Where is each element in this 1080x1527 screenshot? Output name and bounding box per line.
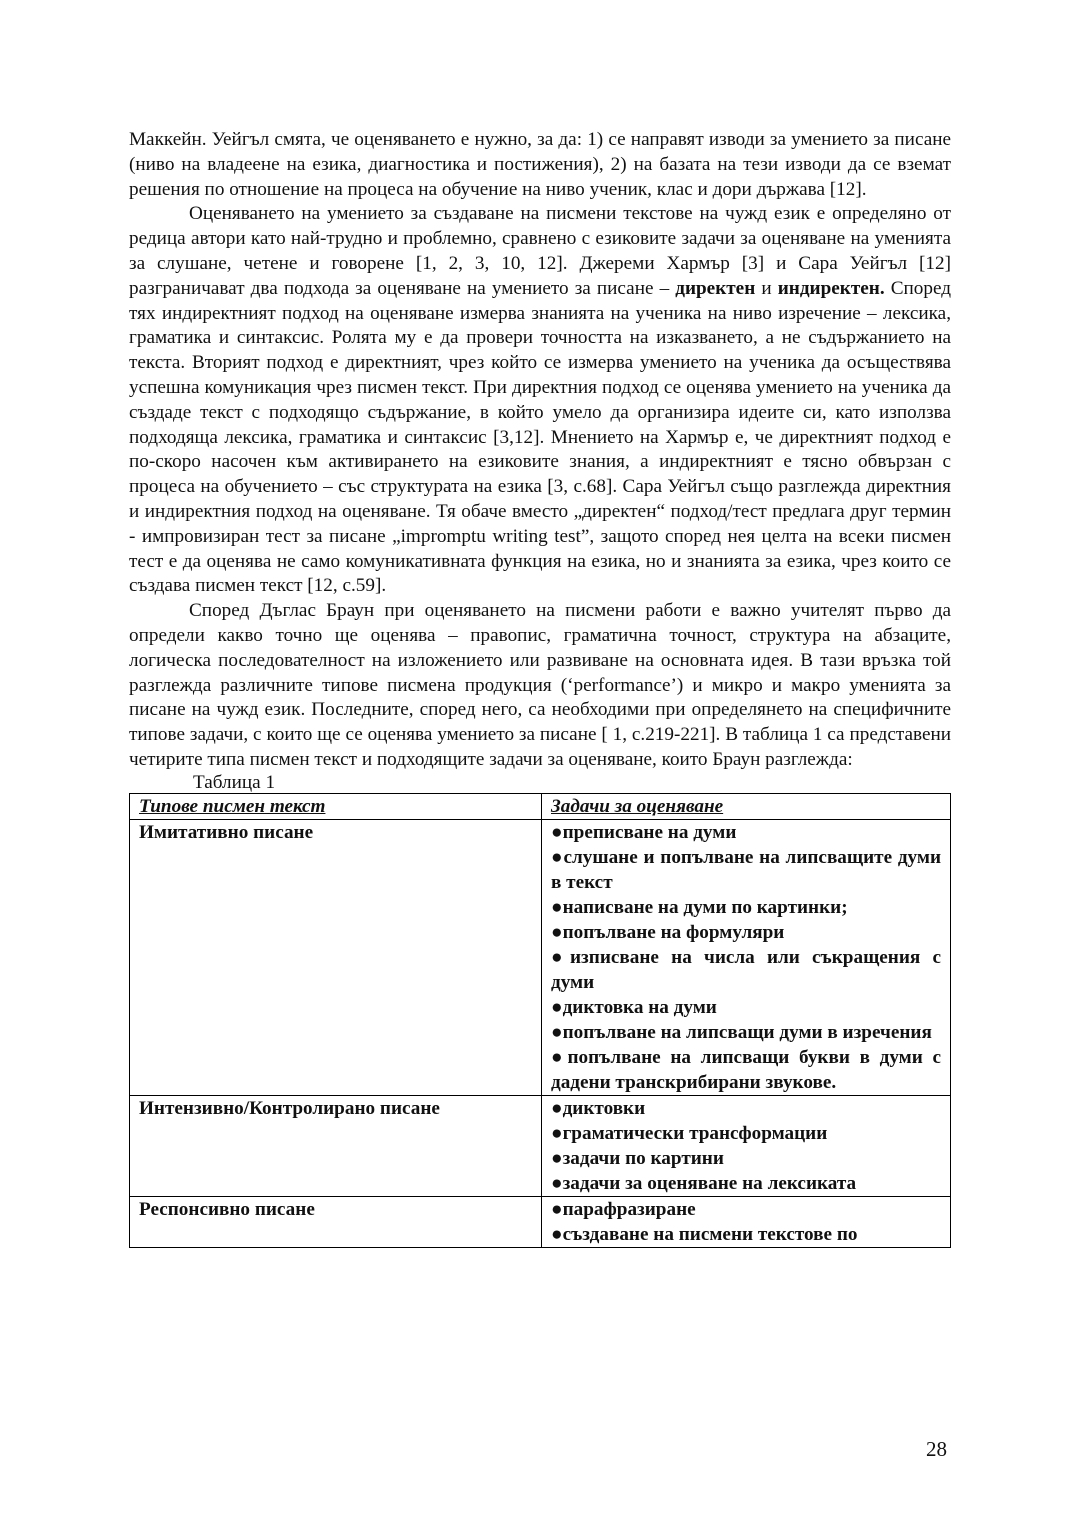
row-tasks-imitative bbox=[542, 819, 951, 1095]
task-item: ●задачи по картини bbox=[551, 1147, 724, 1169]
paragraph-1: Маккейн. Уейгъл смята, че оценяването е нужно, за да: 1) се направят изводи за умението за писане (ниво на владеене на езика, диагностика и постижения), 2) на базата на тези изводи да се вземат решения по отношение на процеса на обучение на ниво ученик, клас и дори държава [12]. bbox=[129, 129, 951, 200]
header-text-types: Типове писмен текст bbox=[130, 793, 542, 819]
task-item: ●парафразиране bbox=[551, 1198, 696, 1220]
paragraph-3: Според Дъглас Браун при оценяването на писмени работи е важно учителят първо да определи какво точно ще оценява – правопис, граматична точност, структура на абзаците, логическа последователност на изложението или развиване на основната идея. В тази връзка той разглежда различните типове писмена продукция (‘performance’) и микро и макро уменията за писане на чужд език. Последните, според него, са необходими при определянето на специфичните типове задачи, с които ще се оценява умението за писане [ 1, с.219-221]. В таблица 1 са представени четирите типа писмен текст и подходящите задачи за оценяване, които Браун разглежда: bbox=[129, 600, 951, 770]
header-assessment-tasks: Задачи за оценяване bbox=[542, 793, 951, 819]
paragraph-2-part-1: Оценяването на умението за създаване на писмени текстове на чужд език е определяно от редица автори като най-трудно и проблемно, сравнено с езиковите задачи за оценяване на уменията за слушане, четене и говорене [1, 2, 3, 10, 12]. Джереми Хармър [3] и Сара Уейгъл [12] разграничават два подхода за оценяване на умението за писане – bbox=[129, 203, 951, 299]
writing-types-table bbox=[129, 793, 951, 1248]
page-content bbox=[129, 128, 951, 1248]
task-item: ●попълване на липсващи букви в думи с дадени транскрибирани звукове. bbox=[551, 1046, 941, 1093]
row-tasks-responsive bbox=[542, 1196, 951, 1247]
term-indirect: индиректен. bbox=[777, 277, 885, 299]
row-tasks-intensive bbox=[542, 1095, 951, 1196]
task-item: ●слушане и попълване на липсващите думи в текст bbox=[551, 846, 941, 893]
row-type-intensive: Интензивно/Контролирано писане bbox=[130, 1095, 542, 1196]
task-item: ●написване на думи по картинки; bbox=[551, 896, 848, 918]
table-row bbox=[130, 1196, 951, 1247]
paragraph-2-and: и bbox=[755, 277, 778, 299]
paragraph-2-part-2: Според тях индиректният подход на оценяване измерва знанията на ученика на ниво изречение – лексика, граматика и синтаксис. Ролята му е да провери точността на изказването, а не съдържанието на текста. Вторият подход е директният, чрез който се измерва умението на ученика да осъществява успешна комуникация чрез писмен текст. При директния подход се оценява умението на ученика да създаде текст с подходящо съдържание, в който умело да организира идеите си, като използва подходяща лексика, граматика и синтаксис [3,12]. Мнението на Хармър е, че директният подход е по-скоро насочен към активирането на езиковите знания, а индиректният е тясно обвързан с процеса на обучението – със структурата на езика [3, с.68]. Сара Уейгъл също разглежда директния и индиректния подход на оценяване. Тя обаче вместо „директен“ подход/тест предлага друг термин - импровизиран тест за писане „impromptu writing test”, защото според нея целта на всеки писмен тест е да оценява не само комуникативната функция на езика, но и знанията за езика, чрез които се създава писмен текст [12, с.59]. bbox=[129, 277, 951, 597]
task-item: ●създаване на писмени текстове по bbox=[551, 1223, 858, 1245]
task-item: ●задачи за оценяване на лексиката bbox=[551, 1172, 857, 1194]
table-header-row bbox=[130, 793, 951, 819]
term-direct: директен bbox=[675, 277, 756, 299]
task-item: ●диктовки bbox=[551, 1097, 646, 1119]
task-item: ●диктовка на думи bbox=[551, 996, 717, 1018]
row-type-responsive: Респонсивно писане bbox=[130, 1196, 542, 1247]
task-item: ●преписване на думи bbox=[551, 821, 737, 843]
task-item: ●изписване на числа или съкращения с думи bbox=[551, 946, 941, 993]
task-item: ●попълване на формуляри bbox=[551, 921, 785, 943]
page-number: 28 bbox=[926, 1437, 947, 1461]
table-row bbox=[130, 819, 951, 1095]
table-caption: Таблица 1 bbox=[193, 771, 276, 793]
task-item: ●граматически трансформации bbox=[551, 1122, 828, 1144]
table-row bbox=[130, 1095, 951, 1196]
row-type-imitative: Имитативно писане bbox=[130, 819, 542, 1095]
paragraph-2 bbox=[129, 202, 951, 599]
task-item: ●попълване на липсващи думи в изречения bbox=[551, 1021, 932, 1043]
